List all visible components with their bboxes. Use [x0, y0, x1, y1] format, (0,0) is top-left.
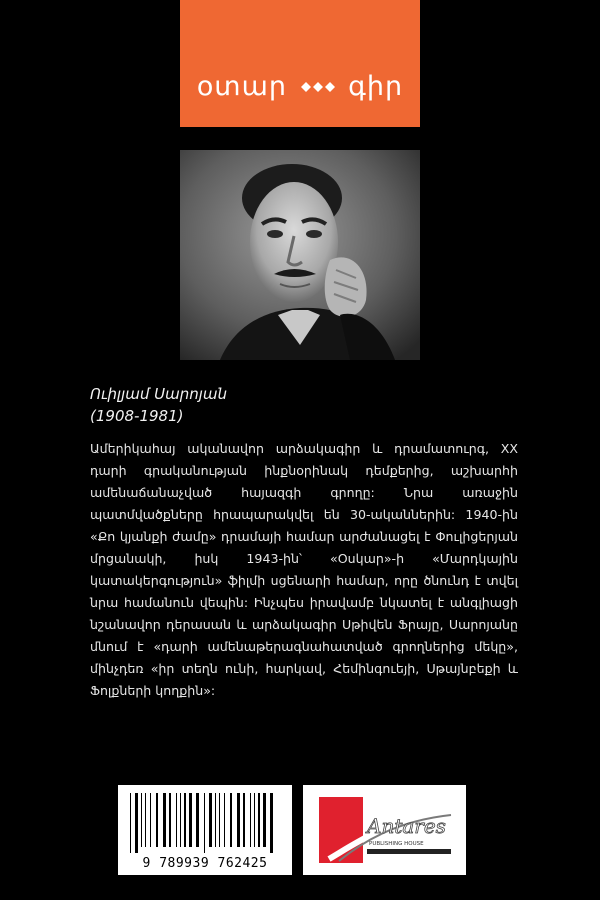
- antares-logo-icon: [303, 785, 466, 875]
- author-portrait: [180, 150, 420, 360]
- publisher-logo: [303, 785, 466, 875]
- diamond-ornament-icon: [301, 82, 335, 92]
- barcode-panel: [118, 785, 292, 875]
- series-title: [180, 70, 420, 102]
- barcode-icon: [128, 793, 282, 853]
- series-banner: [180, 0, 420, 127]
- series-title-left: օտար: [196, 71, 287, 102]
- author-years: (1908-1981): [90, 407, 184, 425]
- svg-text:PUBLISHING HOUSE: PUBLISHING HOUSE: [369, 841, 424, 847]
- author-biography: Ամերիկահայ ականավոր արձակագիր և դրամատուրգ, XX դարի գրականության ինքնօրինակ դեմքերից, աշխարհի ամենաճանաչված հայազգի գրողը: Նրա առաջին պատմվածքները հրապարակվել են 30-ականներին: 1940-ին «Քո կյանքի ժամը» դրամայի համար արժանացել է Փուլիցերյան մրցանակի, իսկ 1943-ին՝ «Օսկար»-ի «Մարդկային կատակերգություն» ֆիլմի սցենարի համար, որը ծնունդ է տվել նրա համանուն վեպին: Ինչպես իրավամբ նկատել է անգլիացի նշանավոր դերասան և արձակագիր Սթիվեն Ֆրայը, Սարոյանը մնում է «դարի ամենաթերագնահատված գրողներից մեկը», մինչդեռ «իր տեղն ունի, հարկավ, Հեմինգուեյի, Սթայնբեքի և Ֆոլքների կողքին»:: [90, 441, 518, 698]
- author-name: Ուիլյամ Սարոյան: [90, 385, 228, 403]
- isbn-number: 9 789939 762425: [142, 856, 268, 871]
- svg-text:Antares: Antares: [367, 814, 446, 838]
- series-title-right: գիր: [348, 71, 404, 102]
